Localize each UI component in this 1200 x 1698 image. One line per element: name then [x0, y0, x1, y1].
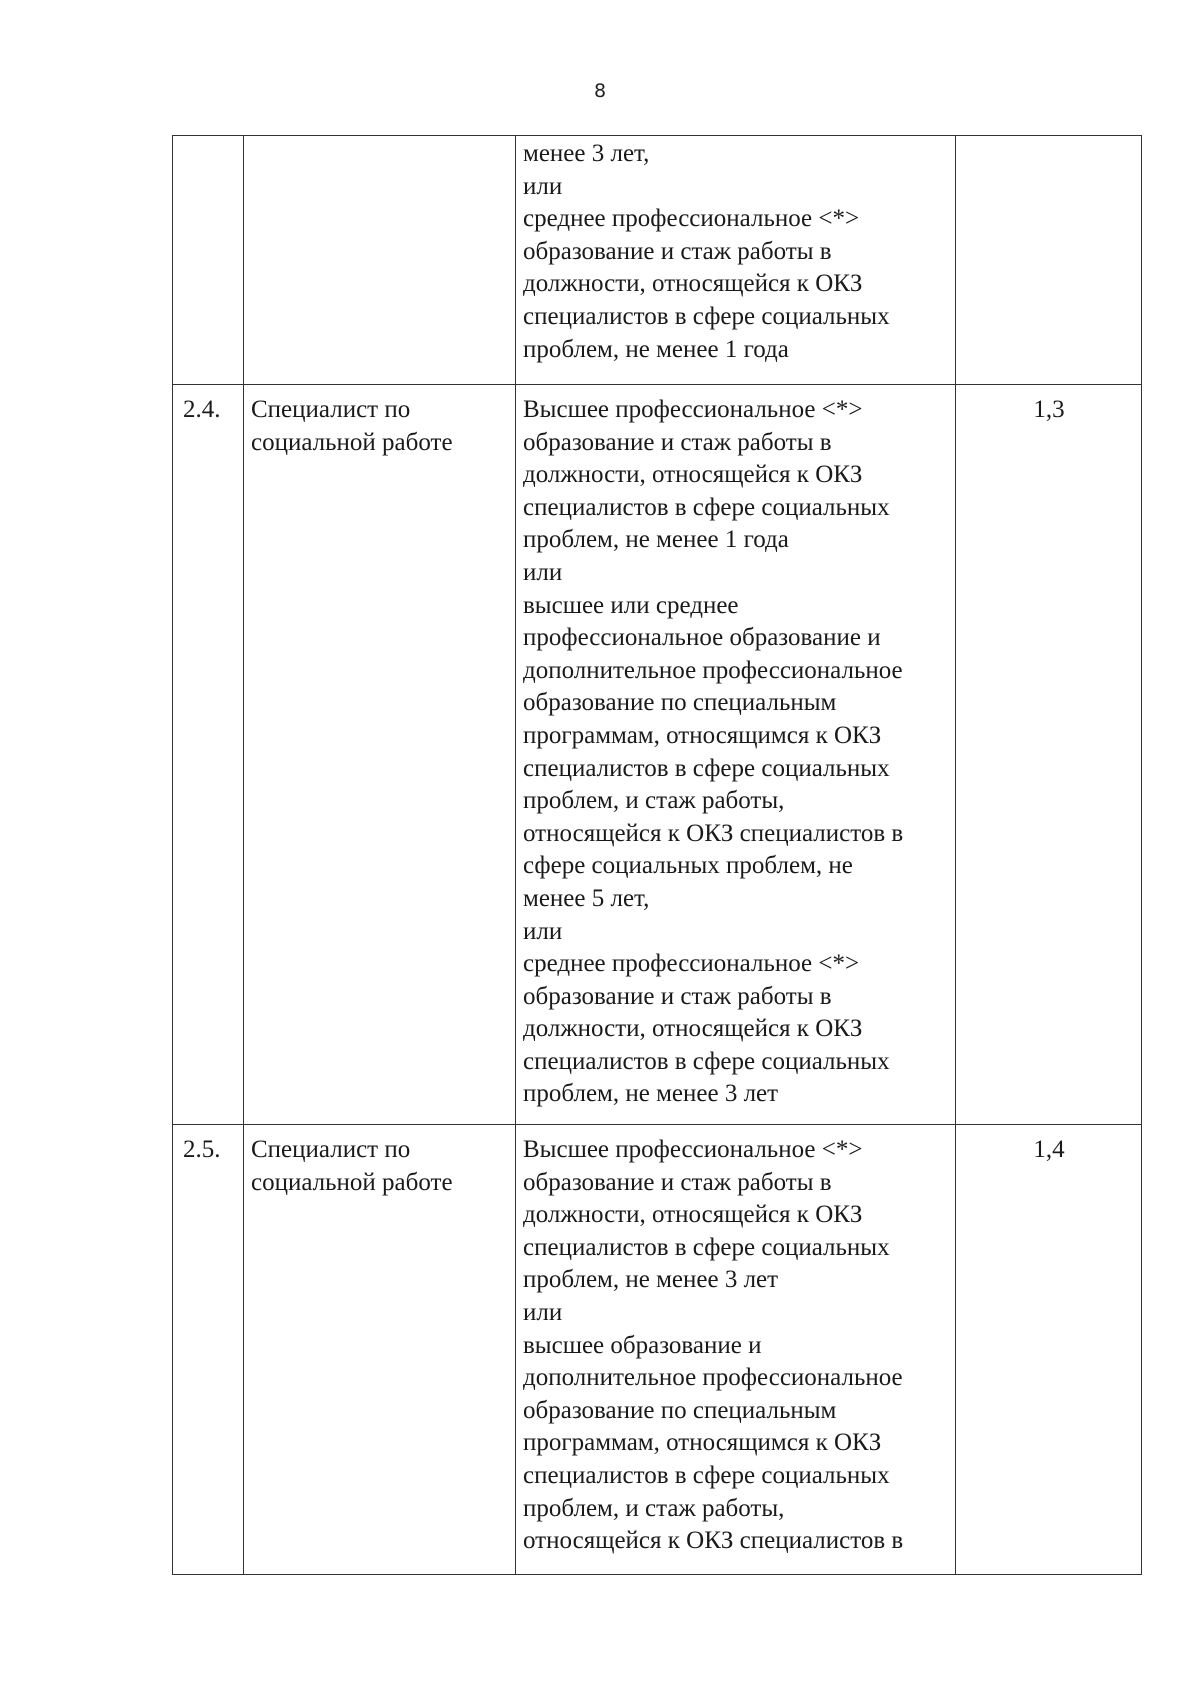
row-number: 2.4.: [183, 396, 221, 423]
column-divider: [243, 136, 244, 1574]
qualification-requirements: Высшее профессиональное <*> образование и стаж работы в должности, относящейся к ОКЗ специалистов в сфере социальных проблем, не менее 3 лет или высшее образование и дополнительное профессиональное образование по специальным программам, относящимся к ОКЗ специалистов в сфере социальных проблем, и стаж работы, относящейся к ОКЗ специалистов в: [523, 1136, 904, 1555]
position-name: Специалист по социальной работе: [251, 1136, 453, 1196]
qualification-requirements: менее 3 лет, или среднее профессиональное <*> образование и стаж работы в должности, относящейся к ОКЗ специалистов в сфере социальных проблем, не менее 1 года: [523, 140, 890, 363]
row-divider: [173, 384, 1141, 385]
column-divider: [955, 136, 956, 1574]
coefficient: 1,4: [1033, 1136, 1065, 1163]
position-name: Специалист по социальной работе: [251, 396, 453, 456]
coefficient: 1,3: [1033, 396, 1065, 423]
qualification-requirements: Высшее профессиональное <*> образование и стаж работы в должности, относящейся к ОКЗ специалистов в сфере социальных проблем, не менее 1 года или высшее или среднее профессиональное образование и дополнительное профессиональное образование по специальным программам, относящимся к ОКЗ специалистов в сфере социальных проблем, и стаж работы, относящейся к ОКЗ специалистов в сфере социальных проблем, не менее 5 лет, или среднее профессиональное <*> образование и стаж работы в должности, относящейся к ОКЗ специалистов в сфере социальных проблем, не менее 3 лет: [523, 396, 904, 1108]
qualification-table: [172, 135, 1142, 1575]
row-divider: [173, 1124, 1141, 1125]
row-number: 2.5.: [183, 1136, 221, 1163]
column-divider: [515, 136, 516, 1574]
page-number: 8: [593, 80, 607, 102]
